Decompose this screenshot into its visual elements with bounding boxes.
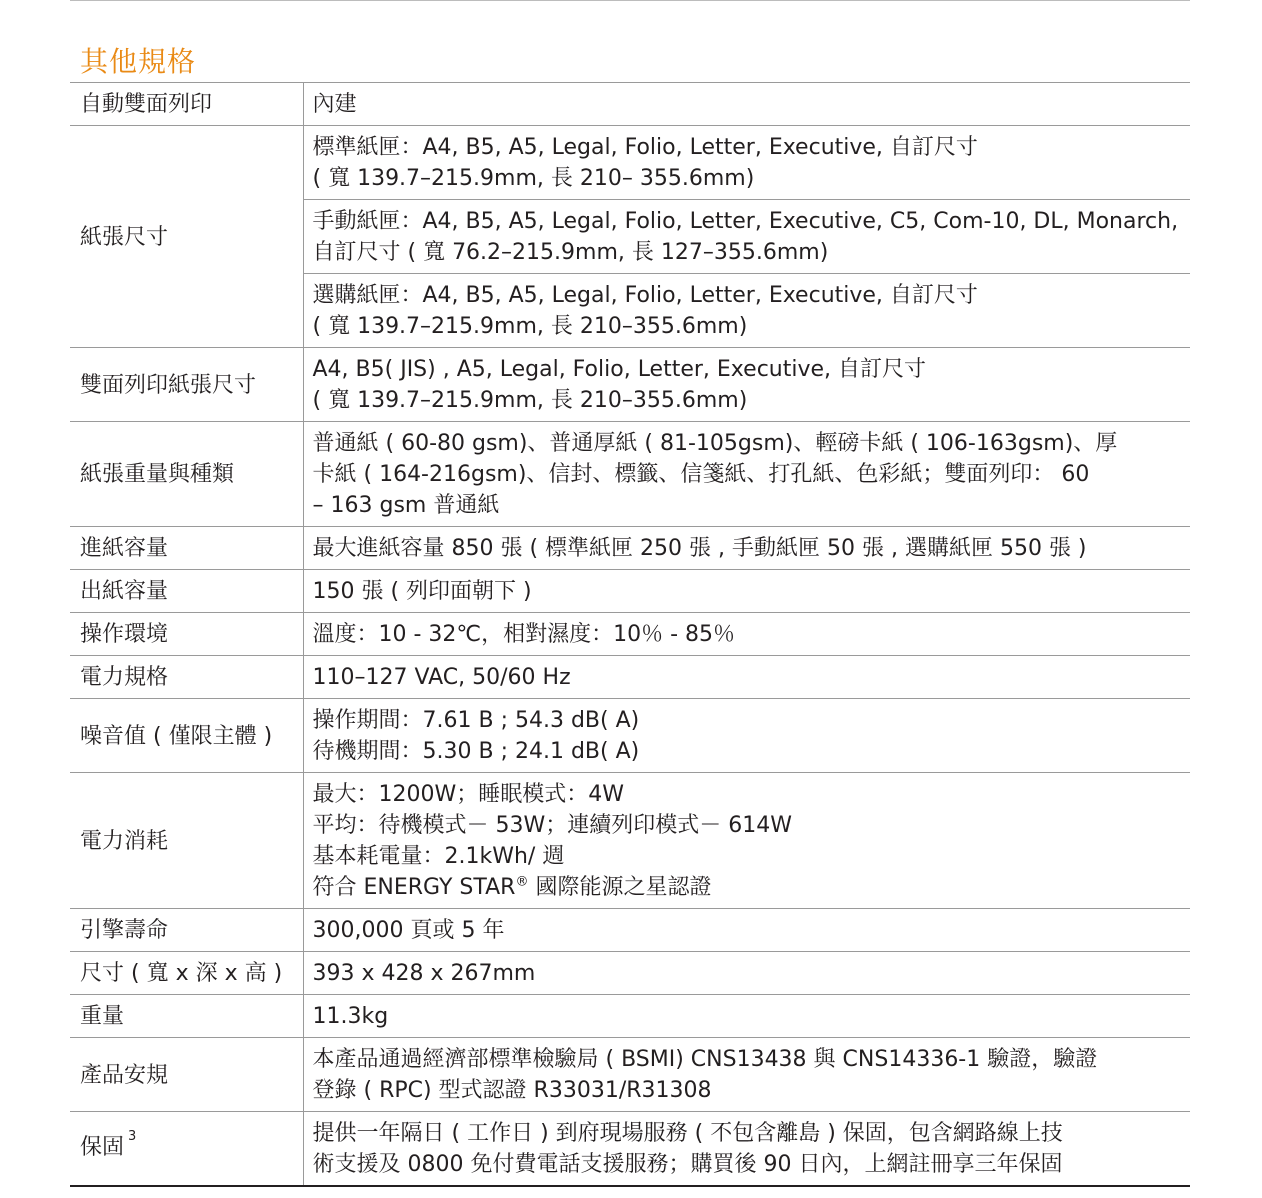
row-label: 紙張尺寸 [70, 126, 303, 348]
row-label: 產品安規 [70, 1038, 303, 1112]
table-row [70, 348, 1190, 422]
table-row [70, 83, 1190, 126]
row-value: 最大進紙容量 850 張 ( 標準紙匣 250 張 , 手動紙匣 50 張 , 選購紙匣 550 張 ) [303, 527, 1190, 570]
row-value: 11.3kg [303, 995, 1190, 1038]
table-row [70, 570, 1190, 613]
footnote-marker: 3 [128, 1129, 137, 1144]
row-value: 本產品通過經濟部標準檢驗局 ( BSMI) CNS13438 與 CNS14336-1 驗證，驗證 登錄 ( RPC) 型式認證 R33031/R31308 [303, 1038, 1190, 1112]
table-row [70, 126, 1190, 348]
row-label: 尺寸 ( 寬 x 深 x 高 ) [70, 952, 303, 995]
row-value: 110–127 VAC, 50/60 Hz [303, 656, 1190, 699]
row-value: 393 x 428 x 267mm [303, 952, 1190, 995]
table-row [70, 527, 1190, 570]
row-value: 操作期間：7.61 B ; 54.3 dB( A) 待機期間：5.30 B ; 24.1 dB( A) [303, 699, 1190, 773]
row-label: 自動雙面列印 [70, 83, 303, 126]
row-label: 電力消耗 [70, 773, 303, 909]
row-value: A4, B5( JIS) , A5, Legal, Folio, Letter, Executive, 自訂尺寸 ( 寬 139.7–215.9mm, 長 210–355.6mm) [303, 348, 1190, 422]
table-row [70, 909, 1190, 952]
table-row [70, 613, 1190, 656]
row-label: 進紙容量 [70, 527, 303, 570]
row-value: 普通紙 ( 60-80 gsm)、普通厚紙 ( 81-105gsm)、輕磅卡紙 ( 106-163gsm)、厚 卡紙 ( 164-216gsm)、信封、標籤、信箋紙、打孔紙、色彩紙；雙面列印： 60 – 163 gsm 普通紙 [303, 422, 1190, 527]
row-value [303, 126, 1190, 348]
row-label: 電力規格 [70, 656, 303, 699]
table-row [70, 656, 1190, 699]
optional-tray-spec: 選購紙匣：A4, B5, A5, Legal, Folio, Letter, Executive, 自訂尺寸 ( 寬 139.7–215.9mm, 長 210–355.6mm) [312, 283, 978, 339]
section-title: 其他規格 [80, 45, 197, 78]
standard-tray-spec: 標準紙匣：A4, B5, A5, Legal, Folio, Letter, Executive, 自訂尺寸 ( 寬 139.7–215.9mm, 長 210– 355.6mm) [304, 126, 1191, 200]
table-row [70, 699, 1190, 773]
table-row [70, 1112, 1190, 1187]
top-divider [70, 0, 1190, 1]
table-row [70, 422, 1190, 527]
row-value: 150 張 ( 列印面朝下 ) [303, 570, 1190, 613]
row-label: 噪音值 ( 僅限主體 ) [70, 699, 303, 773]
row-value: 最大：1200W；睡眠模式：4W 平均：待機模式－ 53W；連續列印模式－ 614W 基本耗電量：2.1kWh/ 週 符合 ENERGY STAR® 國際能源之星認證 [303, 773, 1190, 909]
manual-tray-spec: 手動紙匣：A4, B5, A5, Legal, Folio, Letter, Executive, C5, Com-10, DL, Monarch, 自訂尺寸 ( 寬 76.2–215.9mm, 長 127–355.6mm) [304, 200, 1191, 274]
row-value: 提供一年隔日 ( 工作日 ) 到府現場服務 ( 不包含離島 ) 保固，包含網路線上技 術支援及 0800 免付費電話支援服務；購買後 90 日內，上網註冊享三年保固 [303, 1112, 1190, 1187]
table-row [70, 1038, 1190, 1112]
row-label: 重量 [70, 995, 303, 1038]
table-row [70, 995, 1190, 1038]
table-row [70, 773, 1190, 909]
registered-mark: ® [515, 874, 529, 890]
spec-table [70, 82, 1190, 1187]
row-value: 溫度：10 - 32℃，相對濕度：10％ - 85％ [303, 613, 1190, 656]
row-value: 300,000 頁或 5 年 [303, 909, 1190, 952]
row-label: 引擎壽命 [70, 909, 303, 952]
row-label: 操作環境 [70, 613, 303, 656]
table-row [70, 952, 1190, 995]
row-label: 出紙容量 [70, 570, 303, 613]
row-label: 紙張重量與種類 [70, 422, 303, 527]
energy-star-line: 符合 ENERGY STAR® 國際能源之星認證 [312, 874, 712, 900]
row-label: 保固 $^3$ [80, 1129, 137, 1160]
row-value: 內建 [303, 83, 1190, 126]
row-label: 雙面列印紙張尺寸 [70, 348, 303, 422]
